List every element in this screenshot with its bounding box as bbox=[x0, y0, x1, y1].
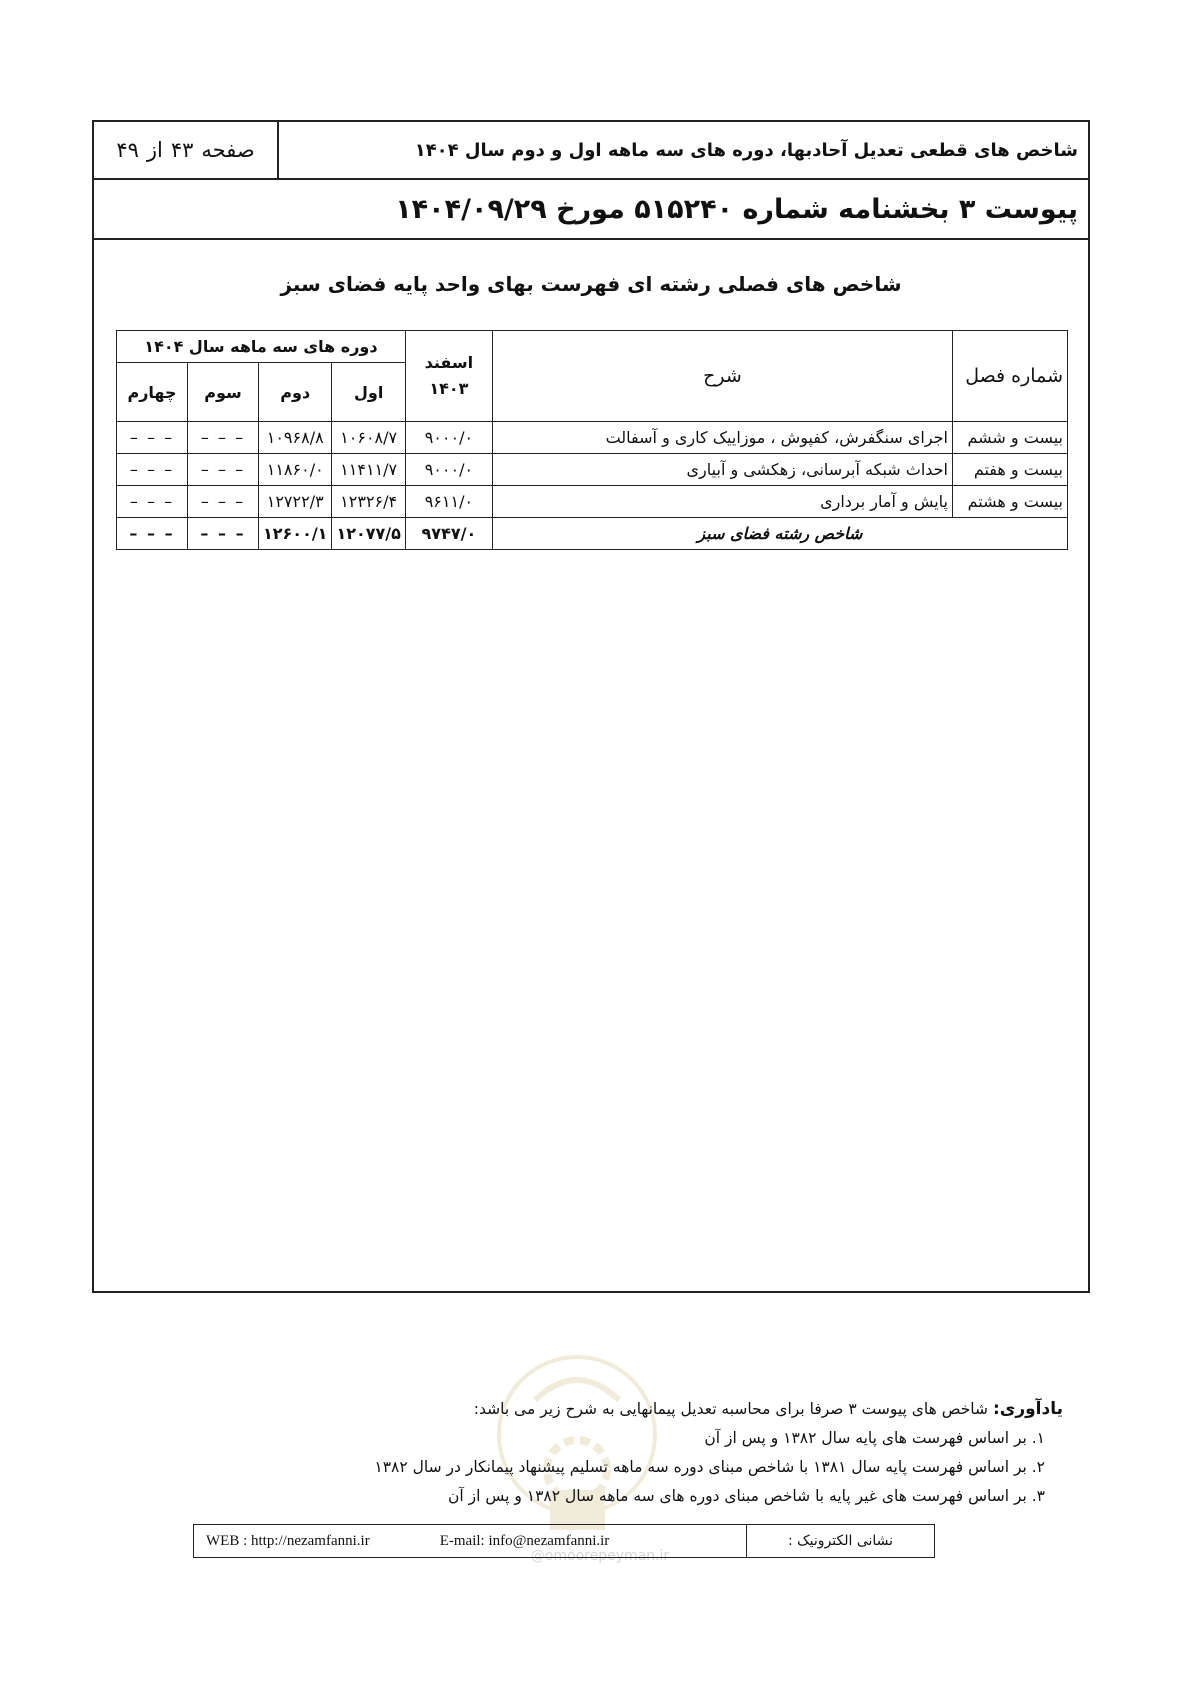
col-q1-header: اول bbox=[332, 363, 405, 422]
row-q1: ۱۰۶۰۸/۷ bbox=[332, 422, 405, 454]
contact-box bbox=[193, 1524, 935, 1558]
doc-title: پیوست ۳ بخشنامه شماره ۵۱۵۲۴۰ مورخ ۱۴۰۴/۰۹/۲۹ bbox=[395, 193, 1078, 225]
section-subtitle: شاخص های فصلی رشته ای فهرست بهای واحد پایه فضای سبز bbox=[280, 272, 902, 296]
row-desc: احداث شبکه آبرسانی، زهکشی و آبیاری bbox=[492, 454, 952, 486]
col-chapter-header: شماره فصل bbox=[953, 331, 1068, 422]
page-indicator bbox=[94, 122, 279, 178]
row-q4: – – – bbox=[117, 454, 188, 486]
row-esfand: ۹۶۱۱/۰ bbox=[405, 486, 492, 518]
row-q3: – – – bbox=[188, 422, 259, 454]
contact-links bbox=[194, 1525, 746, 1557]
table-row bbox=[117, 422, 1068, 454]
col-q2-header: دوم bbox=[259, 363, 332, 422]
row-esfand: ۹۰۰۰/۰ bbox=[405, 422, 492, 454]
row-chapter: بیست و ششم bbox=[953, 422, 1068, 454]
notes-label: یادآوری: bbox=[992, 1399, 1063, 1419]
row-q2: ۱۰۹۶۸/۸ bbox=[259, 422, 332, 454]
notes-section bbox=[243, 1395, 1063, 1511]
list-item: ۲. بر اساس فهرست پایه سال ۱۳۸۱ با شاخص مبنای دوره سه ماهه تسلیم پیشنهاد پیمانکار در سال ۱۳۸۲ bbox=[374, 1458, 1045, 1476]
total-q1: ۱۲۰۷۷/۵ bbox=[332, 518, 405, 550]
total-q3: – – – bbox=[188, 518, 259, 550]
row-q1: ۱۱۴۱۱/۷ bbox=[332, 454, 405, 486]
row-chapter: بیست و هشتم bbox=[953, 486, 1068, 518]
quarter-group-header: دوره های سه ماهه سال ۱۴۰۴ bbox=[117, 331, 406, 363]
total-q2: ۱۲۶۰۰/۱ bbox=[259, 518, 332, 550]
col-desc-header: شرح bbox=[492, 331, 952, 422]
esfand-line2: ۱۴۰۳ bbox=[429, 379, 469, 398]
row-q4: – – – bbox=[117, 422, 188, 454]
total-esfand: ۹۷۴۷/۰ bbox=[405, 518, 492, 550]
page-label: صفحه bbox=[201, 138, 255, 162]
row-q1: ۱۲۳۲۶/۴ bbox=[332, 486, 405, 518]
contact-label: نشانی الکترونیک : bbox=[746, 1525, 934, 1557]
row-desc: پایش و آمار برداری bbox=[492, 486, 952, 518]
row-esfand: ۹۰۰۰/۰ bbox=[405, 454, 492, 486]
table-row bbox=[117, 486, 1068, 518]
row-q4: – – – bbox=[117, 486, 188, 518]
table-total-row bbox=[117, 518, 1068, 550]
header-title: شاخص های قطعی تعدیل آحادبها، دوره های سه ماهه اول و دوم سال ۱۴۰۴ bbox=[414, 139, 1078, 161]
watermark-text: @omoorepeyman.ir bbox=[530, 1548, 670, 1564]
web-link[interactable]: WEB : http://nezamfanni.ir bbox=[206, 1532, 370, 1549]
page-number: ۴۳ bbox=[170, 138, 194, 162]
header-row bbox=[94, 122, 1088, 180]
row-q2: ۱۱۸۶۰/۰ bbox=[259, 454, 332, 486]
doc-title-row bbox=[94, 180, 1088, 240]
notes-intro-line bbox=[243, 1395, 1063, 1424]
email-link[interactable]: E-mail: info@nezamfanni.ir bbox=[439, 1532, 610, 1549]
notes-intro: شاخص های پیوست ۳ صرفا برای محاسبه تعدیل پیمانهایی به شرح زیر می باشد: bbox=[473, 1400, 988, 1418]
row-q3: – – – bbox=[188, 486, 259, 518]
page-of: از bbox=[146, 138, 163, 162]
esfand-line1: اسفند bbox=[424, 353, 474, 372]
row-q2: ۱۲۷۲۲/۳ bbox=[259, 486, 332, 518]
table-header-row bbox=[117, 331, 1068, 363]
notes-list bbox=[243, 1424, 1063, 1511]
col-esfand-header bbox=[405, 331, 492, 422]
total-q4: – – – bbox=[117, 518, 188, 550]
page-total: ۴۹ bbox=[116, 138, 139, 162]
list-item: ۳. بر اساس فهرست های غیر پایه با شاخص مبنای دوره های سه ماهه سال ۱۳۸۲ و پس از آن bbox=[448, 1487, 1045, 1505]
col-q3-header: سوم bbox=[188, 363, 259, 422]
page-frame bbox=[92, 120, 1090, 1293]
row-desc: اجرای سنگفرش، کفپوش ، موزاییک کاری و آسفالت bbox=[492, 422, 952, 454]
row-q3: – – – bbox=[188, 454, 259, 486]
list-item: ۱. بر اساس فهرست های پایه سال ۱۳۸۲ و پس از آن bbox=[704, 1429, 1045, 1447]
col-q4-header: چهارم bbox=[117, 363, 188, 422]
index-table bbox=[116, 330, 1068, 550]
total-desc: شاخص رشته فضای سبز bbox=[492, 518, 1067, 550]
table-row bbox=[117, 454, 1068, 486]
row-chapter: بیست و هفتم bbox=[953, 454, 1068, 486]
